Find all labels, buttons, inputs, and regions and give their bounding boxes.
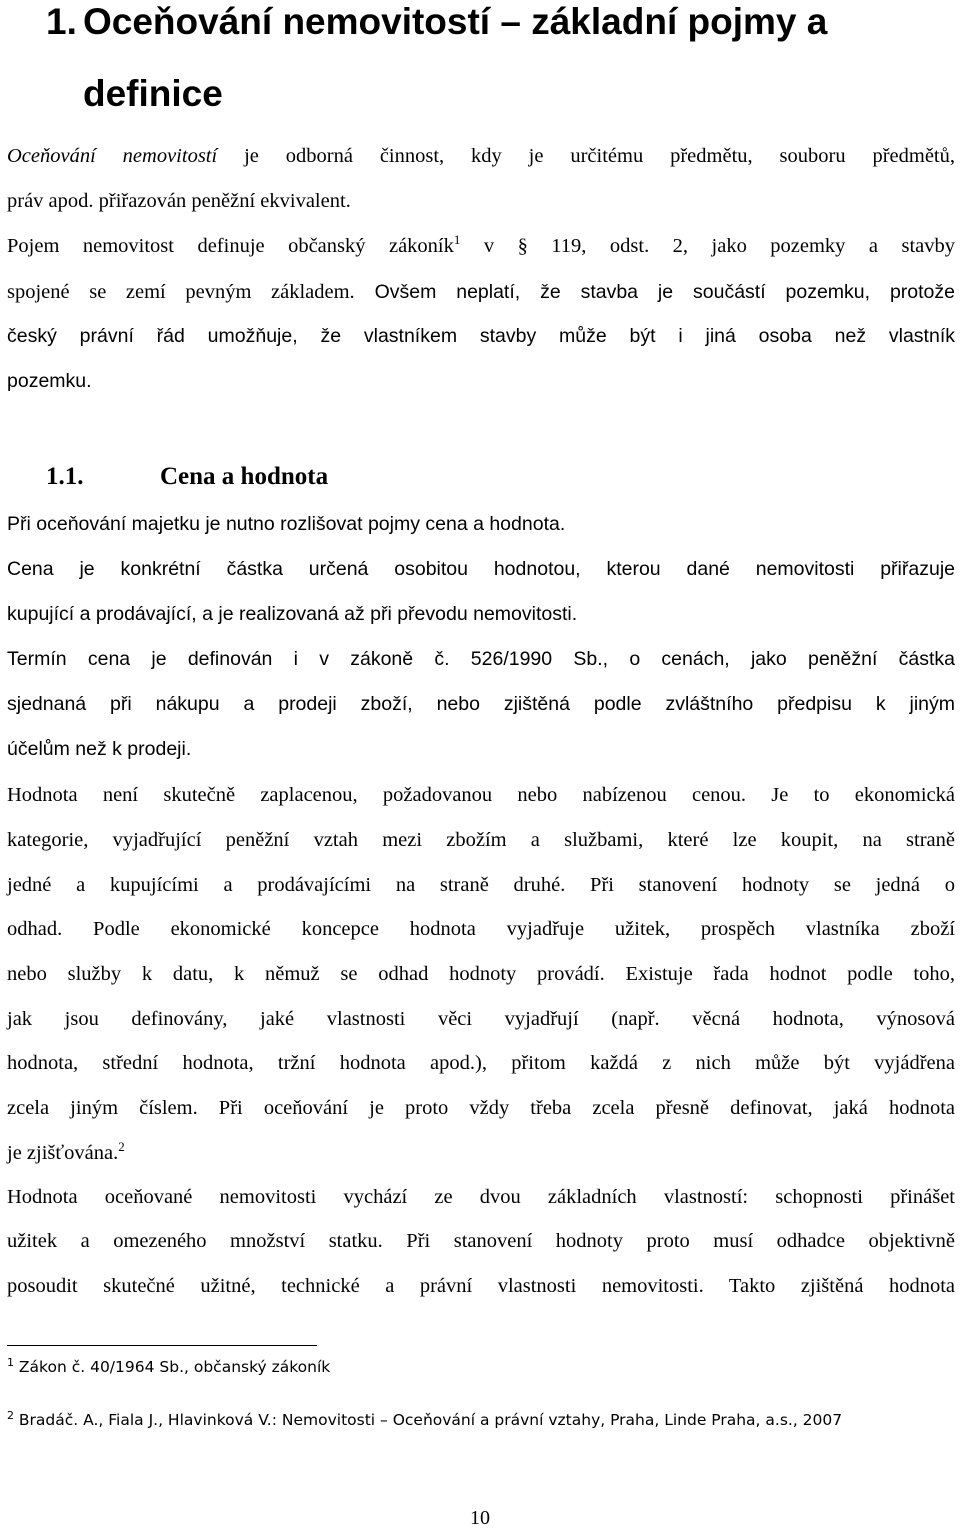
intro-line-1: Oceňování nemovitostí je odborná činnost, kdy je určitému předmětu, souboru předmětů, [7,145,956,167]
intro-line-3: Pojem nemovitost definuje občanský zákoník$^1$ v § 119, odst. 2, jako pozemky a stavby [7,232,955,257]
body-line: užitek a omezeného množství statku. Při stanovení hodnoty proto musí odhadce objektivně [7,1230,955,1252]
body-line: zcela jiným číslem. Při oceňování je proto vždy třeba zcela přesně definovat, jaká hodnota [7,1097,955,1119]
intro-line-5: český právní řád umožňuje, že vlastníkem stavby může být i jiná osoba než vlastník [7,325,955,347]
chapter-number: 1. [46,1,77,42]
page-number: 10 [470,1507,490,1529]
footnote-separator [7,1345,317,1346]
body-line: posoudit skutečné užitné, technické a právní vlastnosti nemovitosti. Takto zjištěná hodnota [7,1275,955,1297]
body-line: jedné a kupujícími a prodávajícími na straně druhé. Při stanovení hodnoty se jedná o [7,874,955,896]
body-line: je zjišťována.$^2$ [7,1139,125,1164]
body-line: odhad. Podle ekonomické koncepce hodnota vyjadřuje užitek, prospěch vlastníka zboží [7,918,955,940]
footnote-1: $^1$ Zákon č. 40/1964 Sb., občanský zákoník [7,1355,331,1376]
body-line: hodnota, střední hodnota, tržní hodnota apod.), přitom každá z nich může být vyjádřena [7,1052,955,1074]
footnote-ref-2[interactable]: 2 [118,1139,125,1155]
body-line: Termín cena je definován i v zákoně č. 526/1990 Sb., o cenách, jako peněžní částka [7,648,955,670]
footnote-2: $^2$ Bradáč. A., Fiala J., Hlavinková V.: Nemovitosti – Oceňování a právní vztahy, Praha, Linde Praha, a.s., 2007 [7,1408,843,1429]
intro-line-6: pozemku. [7,370,92,392]
intro-line-2: práv apod. přiřazován peněžní ekvivalent. [7,190,351,212]
body-line: Cena je konkrétní částka určená osobitou hodnotou, kterou dané nemovitosti přiřazuje [7,558,955,580]
intro-line-4: spojené se zemí pevným základem. Ovšem neplatí, že stavba je součástí pozemku, protože [7,281,955,303]
chapter-heading [46,1,946,114]
body-line: Při oceňování majetku je nutno rozlišovat pojmy cena a hodnota. [7,513,566,535]
body-line: nebo služby k datu, k němuž se odhad hodnoty provádí. Existuje řada hodnot podle toho, [7,963,955,985]
section-number: 1.1. [46,463,84,490]
body-line: účelům než k prodeji. [7,738,192,760]
body-line: sjednaná při nákupu a prodeji zboží, nebo zjištěná podle zvláštního předpisu k jiným [7,693,955,715]
body-line: jak jsou definovány, jaké vlastnosti věci vyjadřují (např. věcná hodnota, výnosová [7,1008,955,1030]
chapter-title-line1: Oceňování nemovitostí – základní pojmy a [83,1,828,42]
footnote-ref-1[interactable]: 1 [453,232,461,248]
body-line: kategorie, vyjadřující peněžní vztah mezi zbožím a službami, které lze koupit, na straně [7,829,955,851]
intro-term: Oceňování nemovitostí [7,145,218,167]
body-line: Hodnota oceňované nemovitosti vychází ze dvou základních vlastností: schopnosti přinášet [7,1186,955,1208]
chapter-title-line2: definice [83,73,223,114]
body-line: Hodnota není skutečně zaplacenou, požadovanou nebo nabízenou cenou. Je to ekonomická [7,784,955,806]
section-title: Cena a hodnota [160,463,329,490]
body-line: kupující a prodávající, a je realizovaná až při převodu nemovitosti. [7,603,578,625]
section-heading [46,464,546,494]
